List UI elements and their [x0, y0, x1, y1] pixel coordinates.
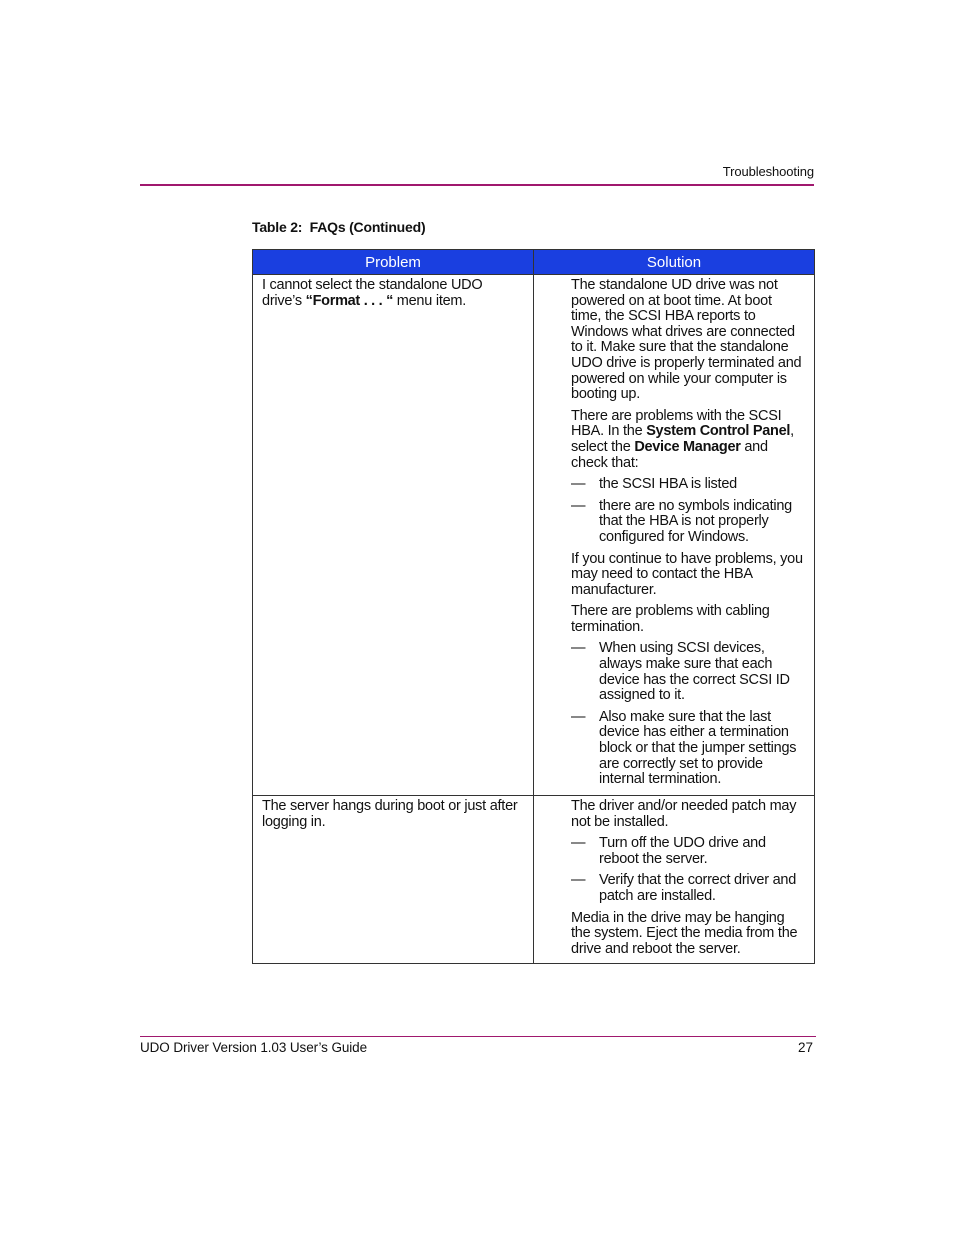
problem-cell	[253, 275, 534, 796]
problem-text: I cannot select the standalone UDO drive’s	[262, 277, 483, 309]
footer-rule	[140, 1036, 816, 1037]
bullet-item	[571, 499, 804, 546]
bullet-dash: —	[571, 708, 586, 725]
solution-paragraph: There are problems with cabling termination.	[571, 603, 770, 635]
system-control-panel-term: System Control Panel	[646, 423, 791, 440]
paragraph-text: , select the	[571, 423, 794, 455]
bullet-text: Verify that the correct driver and patch are installed.	[599, 872, 797, 904]
problem-text-end: menu item.	[393, 292, 467, 309]
paragraph-text: and check that:	[571, 438, 768, 471]
header-rule	[140, 184, 814, 186]
bullet-text: When using SCSI devices, always make sure that each device has the correct SCSI ID assigned to it.	[599, 640, 790, 704]
bullet-item	[571, 710, 804, 788]
bullet-dash: —	[571, 835, 586, 852]
problem-cell: The server hangs during boot or just after logging in.	[253, 796, 534, 964]
bullet-item	[571, 836, 804, 867]
bullet-dash: —	[571, 497, 586, 514]
bullet-text: Also make sure that the last device has either a termination block or that the jumper settings are correctly set to provide internal termination.	[599, 708, 797, 788]
solution-paragraph: The driver and/or needed patch may not be installed.	[571, 798, 797, 830]
solution-paragraph: Media in the drive may be hanging the system. Eject the media from the drive and reboot the server.	[571, 909, 798, 957]
bullet-dash: —	[571, 872, 586, 889]
table-caption: Table 2: FAQs (Continued)	[252, 219, 426, 235]
column-header-problem: Problem	[253, 250, 534, 275]
bullet-text: the SCSI HBA is listed	[599, 476, 737, 493]
table-row	[253, 275, 815, 796]
paragraph-text: There are problems with the SCSI HBA. In the	[571, 407, 782, 440]
solution-cell	[534, 796, 815, 964]
column-header-solution: Solution	[534, 250, 815, 275]
bullet-dash: —	[571, 640, 586, 657]
table-row	[253, 796, 815, 964]
device-manager-term: Device Manager	[634, 438, 741, 455]
page-number: 27	[797, 1040, 813, 1055]
bullet-item	[571, 477, 804, 493]
running-header: Troubleshooting	[722, 164, 814, 179]
format-menu-term: “Format . . . “	[305, 292, 394, 309]
solution-paragraph: If you continue to have problems, you may need to contact the HBA manufacturer.	[571, 550, 803, 598]
solution-paragraph: The standalone UD drive was not powered on at boot time. At boot time, the SCSI HBA reports to Windows what drives are connected to it. Make sure that the standalone UDO drive is properly terminated and powered on while your computer is booting up.	[571, 277, 802, 403]
footer-document-title: UDO Driver Version 1.03 User’s Guide	[140, 1040, 367, 1055]
bullet-item	[571, 641, 804, 703]
faq-table	[252, 249, 815, 964]
bullet-dash: —	[571, 476, 586, 493]
table-header-row	[253, 250, 815, 275]
bullet-item	[571, 873, 804, 904]
solution-cell	[534, 275, 815, 796]
bullet-text: Turn off the UDO drive and reboot the server.	[599, 835, 766, 867]
bullet-text: there are no symbols indicating that the HBA is not properly configured for Windows.	[599, 497, 792, 545]
solution-paragraph	[571, 409, 804, 471]
